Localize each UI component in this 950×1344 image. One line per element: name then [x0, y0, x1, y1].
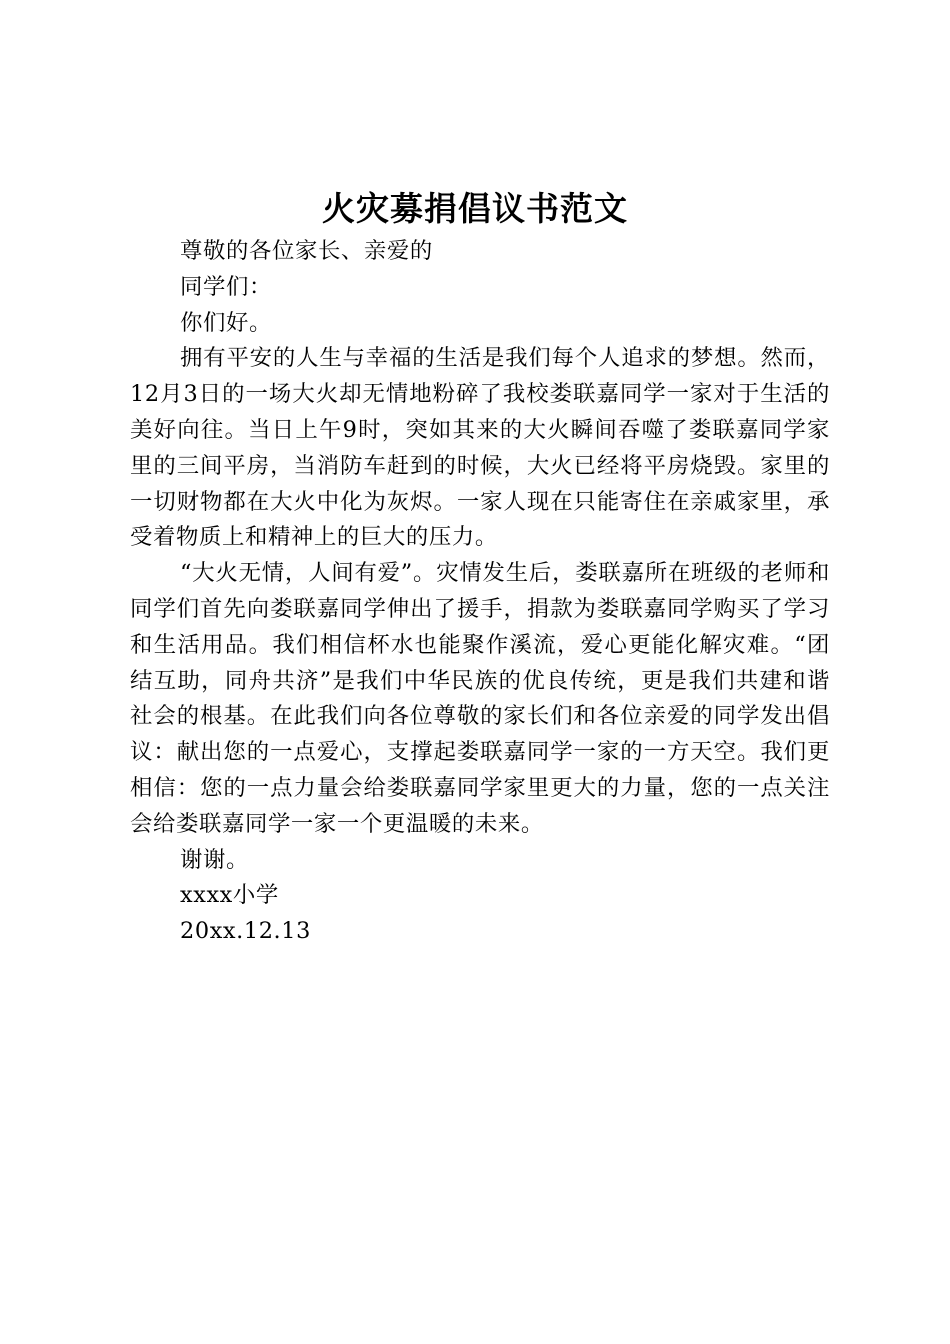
date: 20xx.12.13	[180, 918, 311, 945]
document-body	[130, 234, 830, 950]
closing: 谢谢。	[180, 846, 249, 873]
paragraph-2: “大火无情，人间有爱”。灾情发生后，娄联嘉所在班级的老师和同学们首先向娄联嘉同学伸出了援手，捐款为娄联嘉同学购买了学习和生活用品。我们相信杯水也能聚作溪流，爱心更能化解灾难。“团结互助，同舟共济”是我们中华民族的优良传统，更是我们共建和谐社会的根基。在此我们向各位尊敬的家长们和各位亲爱的同学发出倡议：献出您的一点爱心，支撑起娄联嘉同学一家的一方天空。我们更相信：您的一点力量会给娄联嘉同学家里更大的力量，您的一点关注会给娄联嘉同学一家一个更温暖的未来。	[130, 560, 830, 837]
greeting: 你们好。	[180, 309, 272, 336]
paragraph-1: 拥有平安的人生与幸福的生活是我们每个人追求的梦想。然而，12月3日的一场大火却无情地粉碎了我校娄联嘉同学一家对于生活的美好向往。当日上午9时，突如其来的大火瞬间吞噬了娄联嘉同学家里的三间平房，当消防车赶到的时候，大火已经将平房烧毁。家里的一切财物都在大火中化为灰烬。一家人现在只能寄住在亲戚家里，承受着物质上和精神上的巨大的压力。	[130, 345, 830, 551]
salutation-line-2: 同学们：	[180, 273, 272, 300]
salutation-line-1: 尊敬的各位家长、亲爱的	[180, 238, 433, 264]
document-title: 火灾募捐倡议书范文	[322, 189, 628, 228]
signature: xxxx小学	[180, 882, 279, 909]
